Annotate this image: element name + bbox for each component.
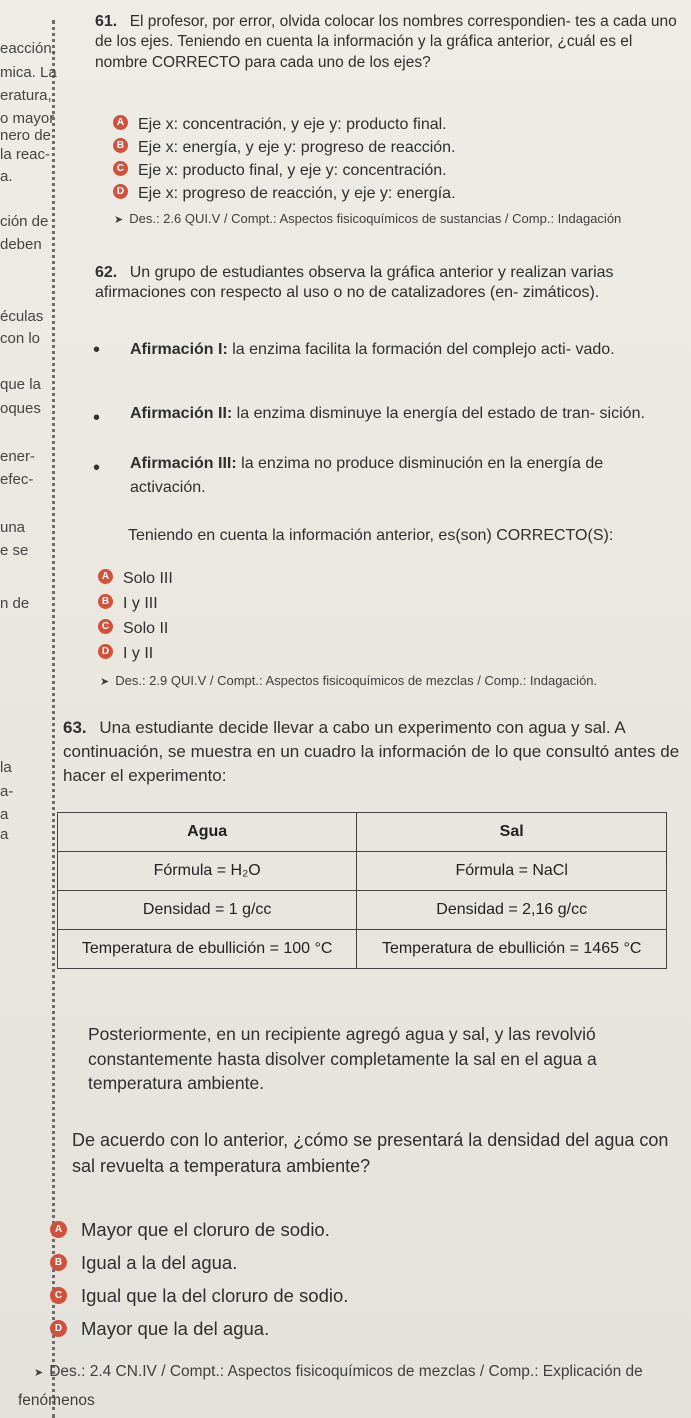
q61-option-d[interactable] xyxy=(113,185,456,203)
table-header-sal: Sal xyxy=(357,813,667,852)
affirmation-label: Afirmación I: xyxy=(130,341,228,358)
left-margin-fragment: la reac- xyxy=(0,146,51,163)
q62-stem xyxy=(95,263,680,304)
q61-number: 61. xyxy=(95,13,118,30)
left-margin-fragment: e se xyxy=(0,542,29,559)
left-margin-fragment: o mayor xyxy=(0,110,55,127)
q63-paragraph-1: Posteriormente, en un recipiente agregó agua y sal, y las revolvió constantemente hasta disolver completamente la sal en el agua a temperatura ambiente. xyxy=(88,1024,597,1093)
q63-paragraph-2: De acuerdo con lo anterior, ¿cómo se presentará la densidad del agua con sal revuelta a temperatura ambiente? xyxy=(72,1130,669,1176)
option-letter-a: A xyxy=(50,1221,67,1238)
q62-option-b[interactable] xyxy=(98,595,158,613)
q63-option-d[interactable] xyxy=(50,1318,269,1340)
option-text: Mayor que la del agua. xyxy=(81,1318,270,1339)
q62-number: 62. xyxy=(95,264,118,281)
option-letter-d: D xyxy=(98,644,113,659)
affirmation-label: Afirmación II: xyxy=(130,405,233,422)
option-letter-a: A xyxy=(98,569,113,584)
table-cell: Temperatura de ebullición = 100 °C xyxy=(58,930,357,969)
table-row xyxy=(58,852,667,891)
info-table xyxy=(57,812,667,969)
option-text: I y II xyxy=(123,645,154,662)
q63-option-a[interactable] xyxy=(50,1219,330,1241)
left-margin-fragment: ener- xyxy=(0,448,36,465)
chevron-right-icon: ➤ xyxy=(100,676,110,688)
option-text: Eje x: producto final, y eje y: concentración. xyxy=(138,162,447,179)
option-text: Eje x: concentración, y eje y: producto final. xyxy=(138,116,447,133)
option-letter-c: C xyxy=(113,161,128,176)
option-text: Mayor que el cloruro de sodio. xyxy=(81,1219,330,1240)
bullet-icon: • xyxy=(93,457,101,479)
option-letter-c: C xyxy=(50,1287,67,1304)
left-margin-fragment: que la xyxy=(0,376,41,393)
table-row xyxy=(58,891,667,930)
left-margin-fragment: a- xyxy=(0,783,14,800)
left-margin-fragment: n de xyxy=(0,595,30,612)
q63-option-c[interactable] xyxy=(50,1285,348,1307)
bullet-icon: • xyxy=(93,339,101,361)
q61-stem xyxy=(95,12,680,73)
bullet-icon: • xyxy=(93,407,101,429)
q63-meta xyxy=(34,1363,643,1381)
left-margin-fragment: deben xyxy=(0,236,42,253)
left-margin-fragment: efec- xyxy=(0,471,34,488)
left-margin-fragment: eratura, xyxy=(0,87,52,104)
chevron-right-icon: ➤ xyxy=(114,214,124,226)
q62-option-a[interactable] xyxy=(98,570,173,588)
left-margin-fragment: mica. La xyxy=(0,64,57,81)
left-margin-fragment: a. xyxy=(0,168,13,185)
option-letter-d: D xyxy=(113,184,128,199)
q63-option-b[interactable] xyxy=(50,1252,237,1274)
table-cell: Densidad = 1 g/cc xyxy=(58,891,357,930)
q62-meta xyxy=(100,673,597,688)
column-divider xyxy=(52,20,55,1418)
q61-option-c[interactable] xyxy=(113,162,447,180)
left-margin-fragment: con lo xyxy=(0,330,41,347)
q63-meta-text: Des.: 2.4 CN.IV / Compt.: Aspectos fisicoquímicos de mezclas / Comp.: Explicación de xyxy=(49,1363,643,1380)
left-margin-fragment: ción de xyxy=(0,213,49,230)
table-cell: Temperatura de ebullición = 1465 °C xyxy=(357,930,667,969)
left-margin-fragment: oques xyxy=(0,400,41,417)
q62-meta-text: Des.: 2.9 QUI.V / Compt.: Aspectos fisicoquímicos de mezclas / Comp.: Indagación. xyxy=(115,673,598,688)
q62-affirmation-1 xyxy=(130,338,678,362)
q61-option-a[interactable] xyxy=(113,116,447,134)
affirmation-text: la enzima facilita la formación del complejo acti- vado. xyxy=(227,341,615,358)
q61-option-b[interactable] xyxy=(113,139,456,157)
q63-stem-text: Una estudiante decide llevar a cabo un experimento con agua y sal. A continuación, se muestra en un cuadro la información de lo que consultó antes de hacer el experimento: xyxy=(63,718,680,786)
table-header-row xyxy=(58,813,667,852)
left-margin-fragment: nero de xyxy=(0,127,51,144)
option-letter-b: B xyxy=(113,138,128,153)
left-margin-fragment: a xyxy=(0,806,9,823)
option-text: Eje x: progreso de reacción, y eje y: energía. xyxy=(138,185,456,202)
left-margin-fragment: una xyxy=(0,519,26,536)
q63-meta-line-2: fenómenos xyxy=(18,1392,95,1409)
table-cell: Densidad = 2,16 g/cc xyxy=(357,891,667,930)
option-text: Igual a la del agua. xyxy=(81,1252,238,1273)
left-margin-fragment: a xyxy=(0,826,9,843)
option-text: Solo II xyxy=(123,620,169,637)
affirmation-text: la enzima no produce disminución en la energía de activación. xyxy=(130,455,604,496)
chevron-right-icon: ➤ xyxy=(34,1367,44,1379)
affirmation-label: Afirmación III: xyxy=(130,455,237,472)
table-header-agua: Agua xyxy=(58,813,357,852)
option-text: Igual que la del cloruro de sodio. xyxy=(81,1285,349,1306)
option-letter-d: D xyxy=(50,1320,67,1337)
option-text: Eje x: energía, y eje y: progreso de reacción. xyxy=(138,139,456,156)
table-cell: Fórmula = H₂O xyxy=(58,852,357,891)
q63-stem xyxy=(63,716,683,788)
affirmation-text: la enzima disminuye la energía del estado de tran- sición. xyxy=(232,405,645,422)
q62-affirmation-3 xyxy=(130,452,678,500)
option-text: I y III xyxy=(123,595,158,612)
option-letter-c: C xyxy=(98,619,113,634)
q61-meta xyxy=(114,211,621,226)
q62-affirmation-2 xyxy=(130,402,678,426)
q61-meta-text: Des.: 2.6 QUI.V / Compt.: Aspectos fisicoquímicos de sustancias / Comp.: Indagación xyxy=(129,211,622,226)
left-margin-fragment: eacción, xyxy=(0,40,56,57)
q63-number: 63. xyxy=(63,718,87,737)
option-letter-b: B xyxy=(50,1254,67,1271)
q61-stem-text: El profesor, por error, olvida colocar los nombres correspondien- tes a cada uno de los ejes. Teniendo en cuenta la información y la gráfica anterior, ¿cuál es el nombre CORRECTO para cada uno de los ejes? xyxy=(95,13,677,71)
q62-prompt: Teniendo en cuenta la información anterior, es(son) CORRECTO(S): xyxy=(128,527,614,544)
q62-option-d[interactable] xyxy=(98,645,153,663)
table-cell: Fórmula = NaCl xyxy=(357,852,667,891)
option-letter-a: A xyxy=(113,115,128,130)
table-row xyxy=(58,930,667,969)
option-letter-b: B xyxy=(98,594,113,609)
q62-stem-text: Un grupo de estudiantes observa la gráfica anterior y realizan varias afirmaciones con respecto al uso o no de catalizadores (en- zimáticos). xyxy=(95,264,614,302)
left-margin-fragment: éculas xyxy=(0,308,44,325)
option-text: Solo III xyxy=(123,570,173,587)
left-margin-fragment: la xyxy=(0,759,12,776)
q62-option-c[interactable] xyxy=(98,620,168,638)
